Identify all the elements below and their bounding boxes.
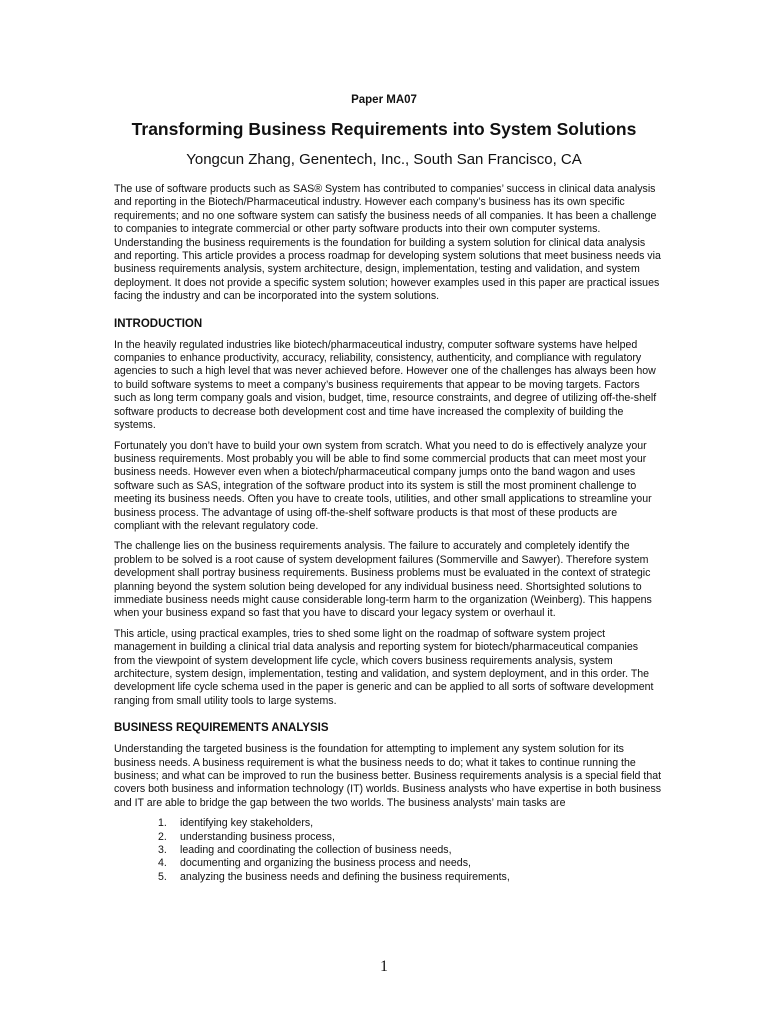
list-text: analyzing the business needs and defining the business requirements, bbox=[180, 870, 510, 883]
list-number: 2. bbox=[158, 830, 167, 843]
list-number: 1. bbox=[158, 817, 167, 830]
paper-title: Transforming Business Requirements into System Solutions bbox=[131, 119, 637, 139]
paragraph: The challenge lies on the business requirements analysis. The failure to accurately and completely identify the problem to be solved is a root cause of system development failures (Sommerville and Sawyer). Therefore system development shall portray business requirements. Business problems must be evaluated in the context of strategic planning beyond the system solution being developed for any individual business need. Shortsighted solutions to immediate business needs might cause considerable long-term harm to the organization (Weinberg). This happens when your business expand so fast that you have to discard your legacy system or overhaul it. bbox=[114, 540, 652, 620]
section-heading-business-requirements: BUSINESS REQUIREMENTS ANALYSIS bbox=[114, 722, 329, 735]
list-text: documenting and organizing the business process and needs, bbox=[180, 857, 471, 870]
paragraph: In the heavily regulated industries like biotech/pharmaceutical industry, computer software systems have helped companies to enhance productivity, accuracy, reliability, consistency, authenticity, and compliance with regulatory agencies to such a high level that was never achieved before. However one of the challenges has always been how to build software systems to meet a company’s business requirements that appear to be moving targets. Factors such as long term company goals and vision, budget, time, resource constraints, and degree of utilizing off-the-shelf software products to decrease both development cost and time have increased the complexity of building the systems. bbox=[114, 338, 657, 432]
list-number: 5. bbox=[158, 870, 167, 883]
paragraph: Fortunately you don’t have to build your own system from scratch. What you need to do is effectively analyze your business requirements. Most probably you will be able to find some commercial products that can meet most your business needs. However even when a biotech/pharmaceutical company jumps onto the band wagon and uses software such as SAS, integration of the software product into its system is still the most prominent challenge to meeting its business needs. Often you have to create tools, utilities, and other small applications to streamline your business process. The advantage of using off-the-shelf software products is that most of these products are compliant with the relevant regulatory code. bbox=[114, 439, 652, 532]
list-number: 3. bbox=[158, 844, 167, 857]
paragraph: This article, using practical examples, tries to shed some light on the roadmap of software system project management in building a clinical trial data analysis and reporting system for biotech/pharmaceutical companies from the viewpoint of system development life cycle, which covers business requirements analysis, system architecture, system design, implementation, testing and validation, and system deployment, and in this order. The development life cycle schema used in the paper is generic and can be applied to all sorts of software development ranging from small utility tools to large systems. bbox=[114, 627, 654, 707]
document-body bbox=[114, 183, 662, 884]
list-number: 4. bbox=[158, 857, 167, 870]
task-list bbox=[114, 817, 662, 884]
list-item bbox=[114, 857, 662, 870]
list-text: leading and coordinating the collection of business needs, bbox=[180, 844, 452, 857]
list-item bbox=[114, 831, 662, 844]
paragraph: Understanding the targeted business is the foundation for attempting to implement any system solution for its business needs. A business requirement is what the business needs to do; what it takes to continue running the business; and what can be improved to run the business better. Business requirements analysis is a special field that covers both business and information technology (IT) worlds. Business analysts who have expertise in both business and IT are able to bridge the gap between the two worlds. The business analysts’ main tasks are bbox=[114, 743, 662, 809]
list-text: identifying key stakeholders, bbox=[180, 817, 314, 830]
abstract-paragraph: The use of software products such as SAS® System has contributed to companies’ success in clinical data analysis and reporting in the Biotech/Pharmaceutical industry. However each company’s business has its own specific requirements; and no one software system can satisfy the business needs of all companies. It has been a challenge to companies to integrate commercial or other party software products into their own computer systems. Understanding the business requirements is the foundation for building a system solution for clinical data analysis and reporting. This article provides a process roadmap for developing system solutions that meet business needs via business requirements analysis, system architecture, design, implementation, testing and validation, and system deployment. It does not provide a specific system solution; however examples used in this paper are practical issues facing the industry and can be incorporated into the system solutions. bbox=[114, 183, 661, 303]
list-text: understanding business process, bbox=[180, 830, 335, 843]
list-item bbox=[114, 844, 662, 857]
author-line: Yongcun Zhang, Genentech, Inc., South San Francisco, CA bbox=[186, 151, 582, 168]
paper-id: Paper MA07 bbox=[351, 94, 417, 106]
list-item bbox=[114, 871, 662, 884]
list-item bbox=[114, 817, 662, 830]
page-number: 1 bbox=[380, 958, 388, 975]
section-heading-introduction: INTRODUCTION bbox=[114, 317, 203, 330]
